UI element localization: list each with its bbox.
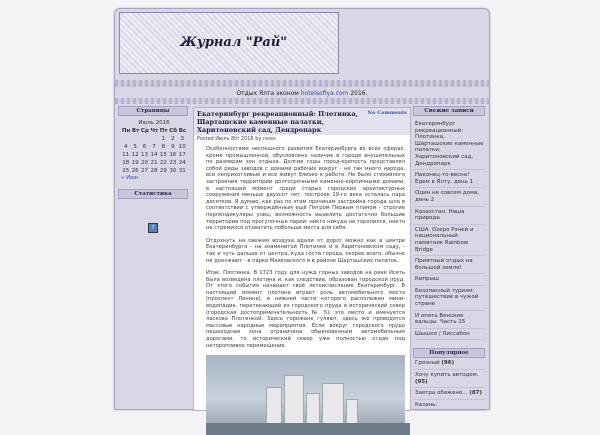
calendar-day: [140, 135, 149, 143]
calendar-day: [121, 135, 130, 143]
calendar-day: 13: [141, 152, 149, 158]
stats-widget-title: Статистика: [118, 189, 188, 199]
recent-post-link[interactable]: И опять Венские вальцы. Часть 15: [413, 311, 485, 329]
calendar-weekday: Ср: [140, 128, 149, 134]
calendar-weekday: Чт: [150, 128, 159, 134]
recent-post-link[interactable]: Приятный отдых на большой земле!: [413, 256, 485, 274]
calendar-weekday: Пт: [159, 128, 168, 134]
calendar: [121, 119, 187, 183]
calendar-day: 11: [122, 152, 130, 158]
calendar-weekday: Сб: [169, 128, 178, 134]
calendar-day: 5: [133, 144, 137, 150]
calendar-day: 8: [161, 144, 166, 150]
popular-post-item[interactable]: [413, 370, 485, 388]
calendar-weekday: Вт: [131, 128, 140, 134]
calendar-day: 9: [171, 144, 175, 150]
top-promo: [115, 90, 489, 97]
page-frame: [114, 8, 490, 410]
recent-post-link[interactable]: Безопасный туризм: путешествие в чужой стране: [413, 286, 485, 311]
pages-widget-title: Страницы: [118, 106, 188, 116]
calendar-day: 16: [169, 152, 177, 158]
calendar-day: 6: [142, 144, 147, 150]
popular-post-item[interactable]: [413, 400, 485, 412]
calendar-day: 24: [178, 160, 186, 166]
decorative-strip: [115, 80, 489, 87]
calendar-day: 26: [131, 168, 139, 174]
popular-post-label[interactable]: Казань:: [415, 401, 438, 408]
post-photo: [206, 355, 405, 435]
right-sidebar: [413, 103, 485, 411]
promo-year: 2016.: [350, 90, 368, 97]
calendar-day: 22: [159, 160, 167, 166]
recent-post-link[interactable]: Шышко / Лиссабон: [413, 329, 485, 341]
stats-counter-icon[interactable]: ?: [148, 223, 158, 233]
calendar-day: 27: [141, 168, 149, 174]
site-title[interactable]: Журнал "Рай": [180, 35, 288, 50]
post: [193, 107, 411, 411]
calendar-day: 31: [178, 168, 186, 174]
recent-post-link[interactable]: Наконец-то-весна! Едем в Ялту, день 1: [413, 170, 485, 188]
calendar-day: [130, 135, 139, 143]
calendar-day: 21: [150, 160, 158, 166]
photo-ground: [206, 423, 410, 435]
calendar-day: 10: [178, 144, 186, 150]
calendar-day: 20: [141, 160, 149, 166]
recent-post-link[interactable]: США. Озеро Рэней и национальный памятник Rainbow Bridge: [413, 225, 485, 256]
popular-post-count: (96): [441, 360, 455, 367]
popular-post-label[interactable]: Грозный: [415, 360, 440, 367]
recent-post-link[interactable]: Казахстан. Наша природа: [413, 207, 485, 225]
comments-link[interactable]: No Comments: [367, 110, 407, 116]
site-header: [119, 12, 339, 74]
calendar-weekday: Вс: [178, 128, 187, 134]
popular-post-label[interactable]: Завтра обяжено...: [415, 390, 468, 397]
post-paragraph: Итак, Плотинка. В 1723 году для нужд горных заводов на реке Исеть была возведена плотина и, как следствие, образован городской пруд. От этого события начинает своё летоисчисление Екатеринбург. В настоящий момент плотина играет роль автомобильного моста (проспект Ленина), в нижней части которого расположен мини-водопадик, перетекающий из городского пруда в исторический сквер (городская достопримечательность № 5), это место и именуется ласково Плотинкой. Здесь горожане гуляют, здесь же проводятся массовые народные мероприятия. Если вокруг городского пруда пешеходная зона ограничена обыкновенным автомобильным дорогами, то исторический сквер уже полностью отдан под неторопливое перемещение.: [206, 270, 405, 349]
calendar-day: 23: [169, 160, 177, 166]
calendar-day: 28: [150, 168, 158, 174]
calendar-caption: Июль 2016: [138, 120, 170, 126]
post-title[interactable]: Екатеринбург рекреационный: Плотинка, Шарташские каменные палатки, Харитоновский сад, Дендропарк: [197, 110, 359, 134]
left-sidebar: [118, 103, 188, 233]
promo-link[interactable]: hotelsofiya.com: [300, 90, 349, 97]
recent-posts-list: [413, 119, 485, 340]
popular-posts-list: [413, 358, 485, 411]
post-meta-text: Posted Июль 8th 2016 by: [197, 136, 262, 142]
calendar-day: [149, 135, 158, 143]
calendar-day: 4: [123, 144, 128, 150]
promo-text: Отдых Ялта эконом: [236, 90, 299, 97]
recent-post-link[interactable]: Екатеринбург рекреационный: Плотинка, Шарташские каменные палатки, Харитоновский сад, Дендропарк: [413, 119, 485, 170]
popular-post-item[interactable]: [413, 388, 485, 400]
recent-post-link[interactable]: Кипрыш: [413, 274, 485, 286]
popular-post-count: (95): [415, 378, 428, 385]
popular-widget-title: Популярное: [413, 348, 485, 358]
post-author-link[interactable]: news: [262, 136, 276, 142]
post-meta: [194, 135, 410, 143]
calendar-prev-link[interactable]: « Июн: [121, 175, 139, 181]
calendar-day: 1: [161, 136, 166, 142]
calendar-day: 25: [122, 168, 130, 174]
calendar-day: 29: [159, 168, 167, 174]
calendar-day: 7: [152, 144, 156, 150]
calendar-day: 17: [178, 152, 186, 158]
calendar-day: 14: [150, 152, 158, 158]
calendar-day: 2: [171, 136, 175, 142]
calendar-day: 30: [169, 168, 177, 174]
post-paragraph: Особенностями неспешного развития Екатеринбурга во всех сферах, кроме промышленной, обусловлено наличие в городе внушительных по размерам зон отдыха. Долгие годы город-крепость представлял собой ряды заводов с домами рабочих вокруг - не так много народа, все неприхотливые и все живут близко к работе. Не было стихийного застроения территории долгосрочными каменно-кирпичными домами, в настоящий момент среди старых городских архитектурных сооружения меньше двухсот лет, построек 19-го века осталась пара десятков. Я думаю, как раз по этим причинам застройка города шла в соответствии с утверждённым ещё Петром Первым планом - строгие перпендикуляры улиц, возможность выделить достаточно большие территории под прогулочные парки: никто никуда не торопился, никто не стремился отхватить побольше места для себя.: [206, 146, 405, 232]
recent-post-link[interactable]: Один не совсем дома, день 2: [413, 188, 485, 206]
calendar-weekday: Пн: [121, 128, 131, 134]
calendar-day: 15: [159, 152, 167, 158]
calendar-day: 18: [122, 160, 130, 166]
post-body: [194, 143, 410, 349]
calendar-day: 12: [131, 152, 139, 158]
post-paragraph: Отдохнуть на свежем воздухе вдали от дорог можно как в центре Екатеринбурга - на знаменитой Плотинке и в Харитоновском саду, - так и чуть дальше от центра, куда гости города, скорее всего, обычно не доезжают - в парке Маяковского и в районе Шарташских палаток.: [206, 237, 405, 264]
calendar-day: 19: [131, 160, 139, 166]
recent-widget-title: Свежие записи: [413, 106, 485, 116]
calendar-day: 3: [180, 136, 185, 142]
popular-post-item[interactable]: [413, 358, 485, 370]
post-header: [194, 108, 410, 135]
popular-post-count: (87): [469, 390, 482, 397]
popular-post-label[interactable]: Хочу купить автодом.: [415, 372, 479, 379]
